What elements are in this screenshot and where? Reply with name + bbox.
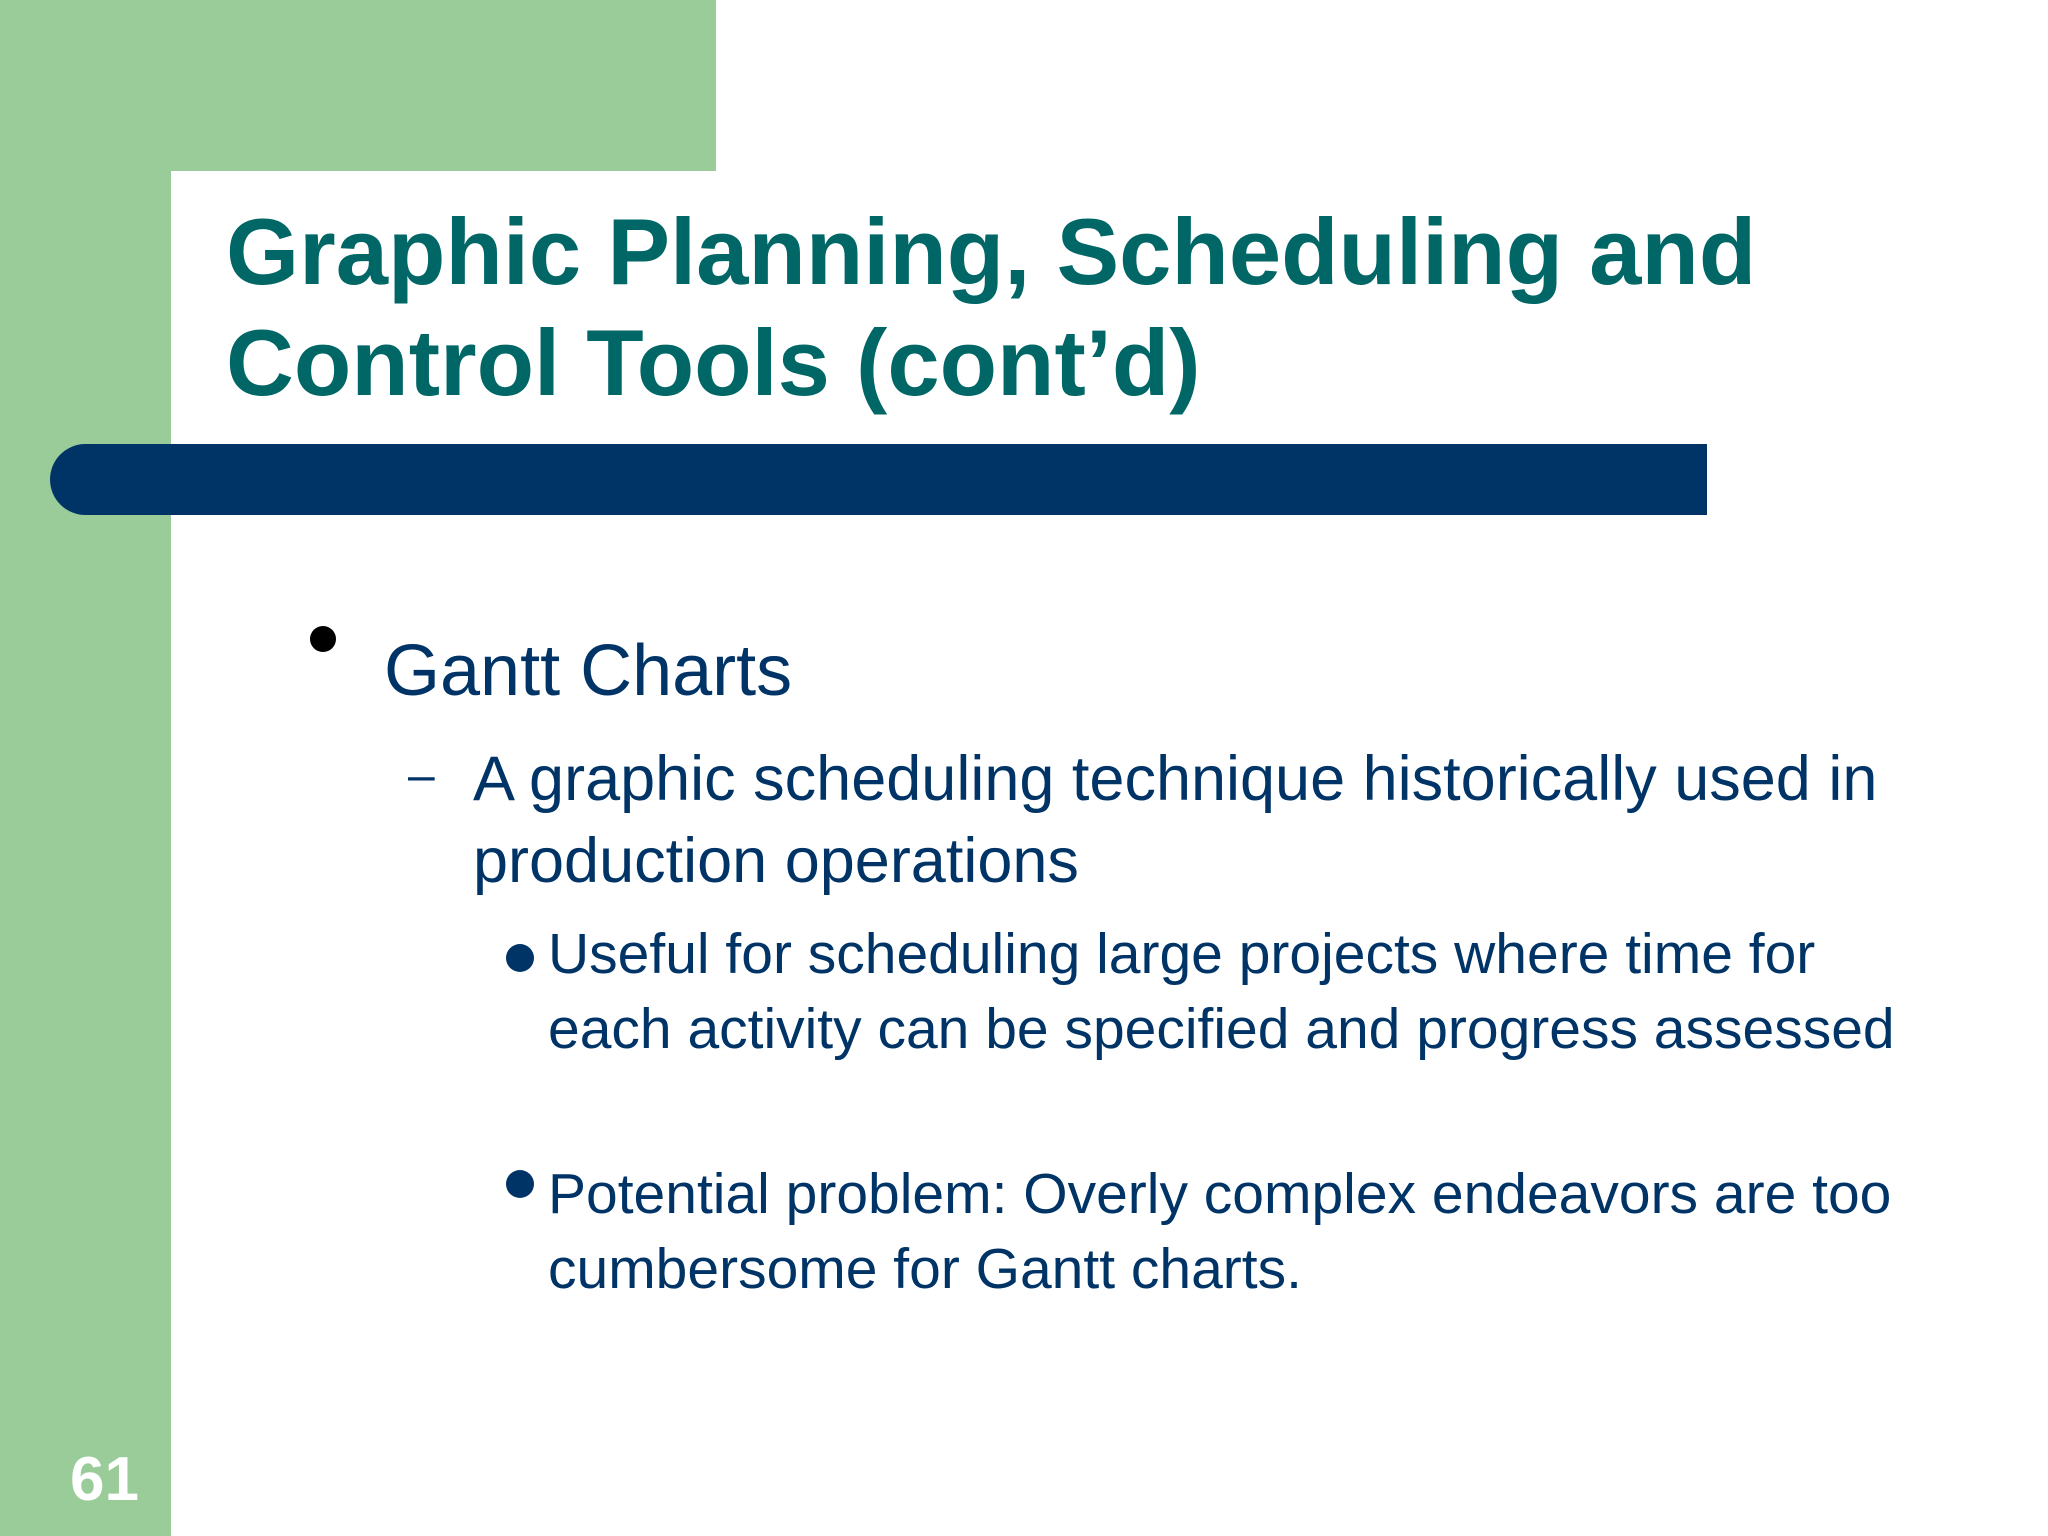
sub-sub-bullet-useful: Useful for scheduling large projects where time for each activity can be specified and progress assessed bbox=[548, 922, 1895, 1061]
bullet-dot-icon bbox=[310, 626, 336, 652]
title-divider-bar bbox=[50, 444, 1707, 515]
left-green-band bbox=[0, 0, 171, 1536]
top-green-band bbox=[0, 0, 716, 171]
bullet-gantt-charts: Gantt Charts bbox=[384, 631, 793, 711]
slide-title: Graphic Planning, Scheduling and Control Tools (cont’d) bbox=[226, 199, 1757, 415]
sub-sub-bullet-problem: Potential problem: Overly complex endeavors are too cumbersome for Gantt charts. bbox=[548, 1162, 1892, 1301]
dash-bullet-icon: – bbox=[408, 749, 435, 802]
small-bullet-dot-icon bbox=[506, 1170, 534, 1198]
small-bullet-dot-icon bbox=[506, 944, 534, 972]
sub-bullet-definition: A graphic scheduling technique historically used in production operations bbox=[473, 744, 1878, 896]
page-number: 61 bbox=[70, 1445, 139, 1514]
